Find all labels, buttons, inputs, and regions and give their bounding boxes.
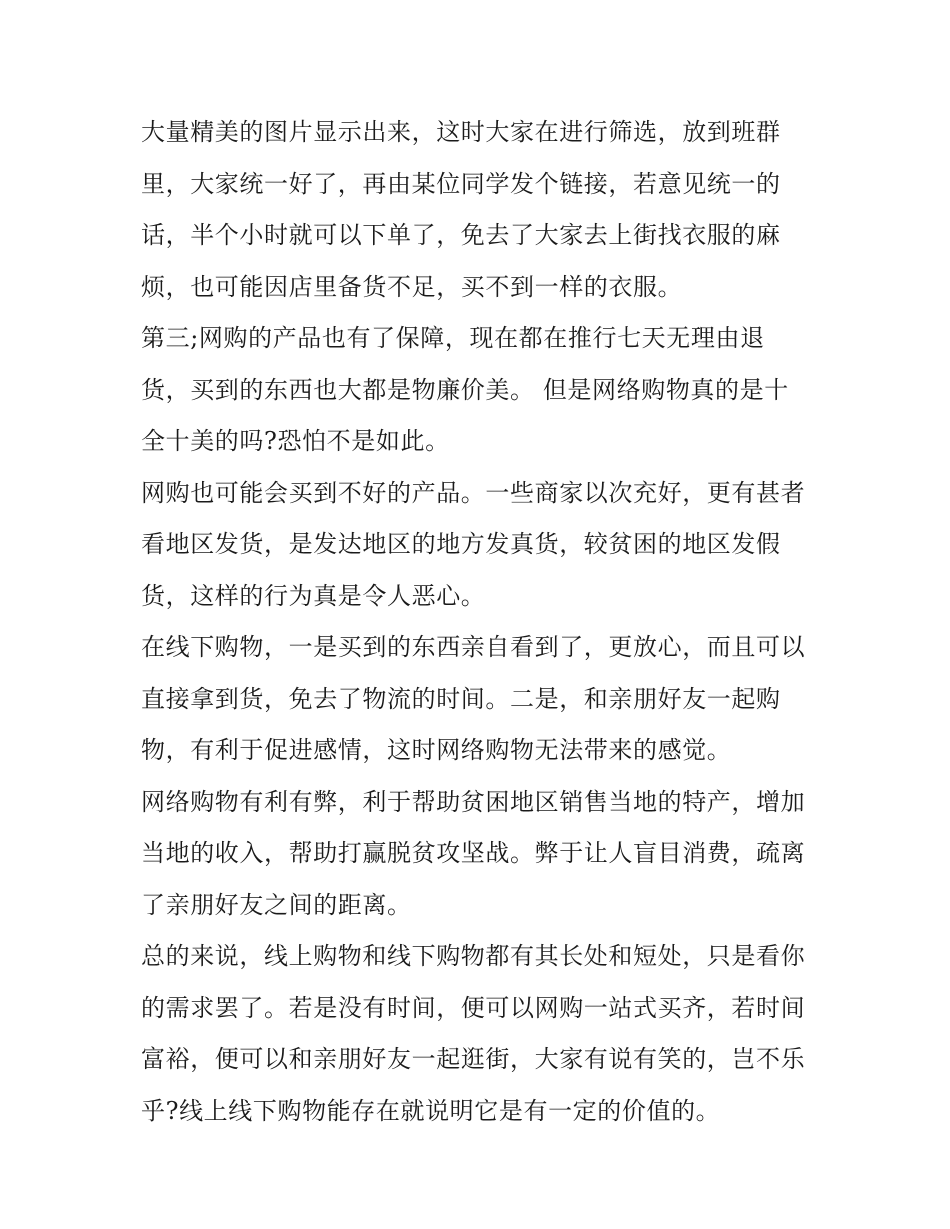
- text-line: 总的来说，线上购物和线下购物都有其长处和短处，只是看你: [141, 942, 806, 970]
- text-line: 直接拿到货，免去了物流的时间。二是，和亲朋好友一起购: [141, 684, 781, 713]
- text-line: 货，买到的东西也大都是物廉价美。 但是网络购物真的是十: [141, 375, 789, 404]
- text-line: 了亲朋好友之间的距离。: [141, 890, 412, 919]
- text-line: 里，大家统一好了，再由某位同学发个链接，若意见统一的: [141, 169, 781, 198]
- text-line: 当地的收入，帮助打赢脱贫攻坚战。弊于让人盲目消费，疏离: [141, 839, 806, 867]
- text-line: 第三;网购的产品也有了保障，现在都在推行七天无理由退: [141, 324, 765, 352]
- text-line: 物，有利于促进感情，这时网络购物无法带来的感觉。: [141, 736, 732, 764]
- text-line: 话，半个小时就可以下单了，免去了大家去上街找衣服的麻: [141, 221, 781, 249]
- text-line: 全十美的吗?恐怕不是如此。: [141, 427, 450, 455]
- text-line: 富裕，便可以和亲朋好友一起逛街，大家有说有笑的，岂不乐: [141, 1045, 806, 1073]
- text-line: 烦，也可能因店里备货不足，买不到一样的衣服。: [141, 272, 683, 301]
- text-line: 的需求罢了。若是没有时间，便可以网购一站式买齐，若时间: [141, 993, 806, 1022]
- text-line: 乎?线上线下购物能存在就说明它是有一定的价值的。: [141, 1096, 721, 1125]
- text-line: 看地区发货，是发达地区的地方发真货，较贫困的地区发假: [141, 530, 781, 558]
- text-line: 在线下购物，一是买到的东西亲自看到了，更放心，而且可以: [141, 633, 806, 661]
- text-line: 大量精美的图片显示出来，这时大家在进行筛选，放到班群: [141, 118, 781, 146]
- text-line: 网络购物有利有弊，利于帮助贫困地区销售当地的特产，增加: [141, 787, 806, 816]
- text-line: 货，这样的行为真是令人恶心。: [141, 581, 486, 610]
- document-body: [141, 107, 821, 1137]
- text-line: 网购也可能会买到不好的产品。一些商家以次充好，更有甚者: [141, 478, 806, 507]
